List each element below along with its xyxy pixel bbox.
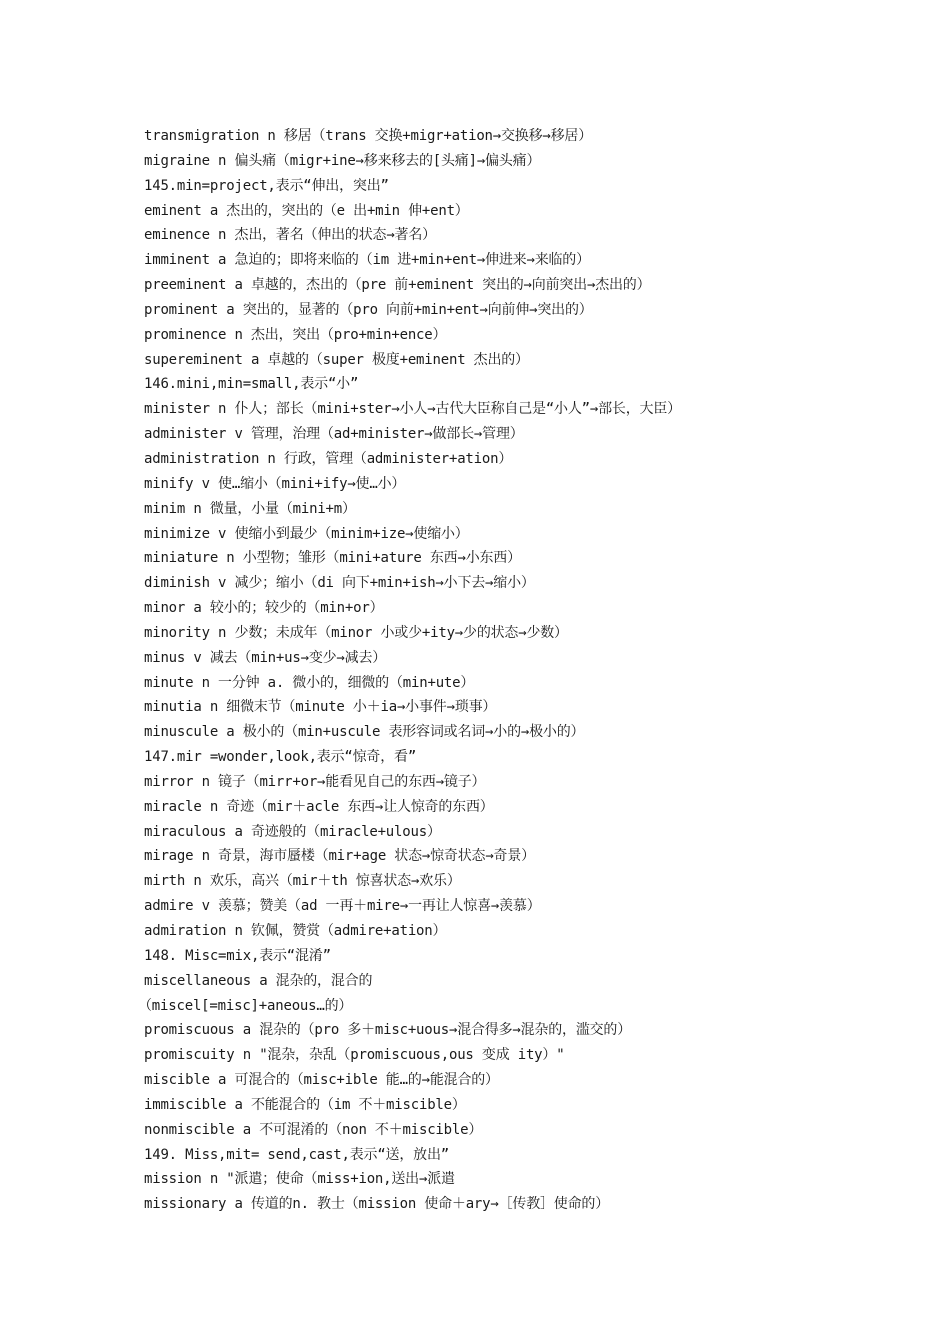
entry-miracle: miracle n 奇迹（mir＋acle 东西→让人惊奇的东西）	[144, 798, 494, 815]
entry-admire: admire v 羡慕；赞美（ad 一再＋mire→一再让人惊喜→羡慕）	[144, 898, 541, 915]
entry-imminent: imminent a 急迫的；即将来临的（im 进+min+ent→伸进来→来临的）	[144, 252, 590, 269]
entry-miraculous: miraculous a 奇迹般的（miracle+ulous）	[144, 823, 441, 840]
entry-minor: minor a 较小的；较少的（min+or）	[144, 600, 384, 617]
entry-eminent: eminent a 杰出的，突出的（e 出+min 伸+ent）	[144, 202, 469, 219]
entry-minute: minute n 一分钟 a. 微小的，细微的（min+ute）	[144, 674, 475, 691]
vocabulary-list	[138, 124, 904, 1217]
entry-minim: minim n 微量，小量（mini+m）	[144, 500, 356, 517]
entry-immiscible: immiscible a 不能混合的（im 不＋miscible）	[144, 1096, 466, 1113]
entry-minister: minister n 仆人；部长（mini+ster→小人→古代大臣称自己是“小人”→部长，大臣）	[144, 401, 681, 418]
entry-mirage: mirage n 奇景，海市蜃楼（mir+age 状态→惊奇状态→奇景）	[144, 848, 535, 865]
entry-supereminent: supereminent a 卓越的（super 极度+eminent 杰出的）	[144, 351, 529, 368]
entry-diminish: diminish v 减少；缩小（di 向下+min+ish→小下去→缩小）	[144, 575, 535, 592]
entry-mirror: mirror n 镜子（mirr+or→能看见自己的东西→镜子）	[144, 773, 486, 790]
entry-miscellaneous-etymology: （miscel[=misc]+aneous…的）	[138, 997, 353, 1014]
entry-admiration: admiration n 钦佩，赞赏（admire+ation）	[144, 923, 447, 939]
entry-miscellaneous: miscellaneous a 混杂的，混合的	[144, 972, 373, 989]
section-heading-146: 146.mini,min=small,表示“小”	[144, 376, 359, 393]
entry-minus: minus v 减去（min+us→变少→减去）	[144, 649, 387, 666]
entry-eminence: eminence n 杰出，著名（伸出的状态→著名）	[144, 227, 436, 244]
entry-prominent: prominent a 突出的，显著的（pro 向前+min+ent→向前伸→突出的）	[144, 301, 593, 318]
entry-preeminent: preeminent a 卓越的，杰出的（pre 前+eminent 突出的→向前突出→杰出的）	[144, 277, 651, 294]
entry-minority: minority n 少数；未成年（minor 小或少+ity→少的状态→少数）	[144, 624, 568, 641]
section-heading-147: 147.mir =wonder,look,表示“惊奇，看”	[144, 749, 417, 766]
entry-promiscuity: promiscuity n "混杂，杂乱（promiscuous,ous 变成 ity）"	[144, 1047, 565, 1064]
entry-miniature: miniature n 小型物；雏形（mini+ature 东西→小东西）	[144, 550, 521, 567]
entry-missionary: missionary a 传道的n. 教士（mission 使命＋ary→［传教］使命的）	[144, 1196, 610, 1213]
entry-mission: mission n "派遣；使命（miss+ion,送出→派遣	[144, 1171, 455, 1188]
entry-migraine: migraine n 偏头痛（migr+ine→移来移去的[头痛]→偏头痛）	[144, 152, 541, 169]
entry-promiscuous: promiscuous a 混杂的（pro 多＋misc+uous→混合得多→混杂的，滥交的）	[144, 1022, 632, 1039]
entry-mirth: mirth n 欢乐，高兴（mir＋th 惊喜状态→欢乐）	[144, 873, 461, 890]
entry-minuscule: minuscule a 极小的（min+uscule 表形容词或名词→小的→极小的）	[144, 724, 585, 741]
section-heading-145: 145.min=project,表示“伸出，突出”	[144, 177, 389, 194]
entry-prominence: prominence n 杰出，突出（pro+min+ence）	[144, 326, 447, 343]
entry-minimize: minimize v 使缩小到最少（minim+ize→使缩小）	[144, 525, 469, 542]
section-heading-148: 148. Misc=mix,表示“混淆”	[144, 947, 331, 964]
entry-minutia: minutia n 细微末节（minute 小＋ia→小事件→琐事）	[144, 699, 497, 716]
entry-minify: minify v 使…缩小（mini+ify→使…小）	[144, 475, 406, 492]
entry-miscible: miscible a 可混合的（misc+ible 能…的→能混合的）	[144, 1072, 499, 1089]
entry-transmigration: transmigration n 移居（trans 交换+migr+ation→交换移→移居）	[144, 128, 593, 144]
section-heading-149: 149. Miss,mit= send,cast,表示“送，放出”	[144, 1146, 449, 1163]
entry-administration: administration n 行政，管理（administer+ation）	[144, 450, 513, 467]
entry-nonmiscible: nonmiscible a 不可混淆的（non 不＋miscible）	[144, 1121, 483, 1138]
entry-administer: administer v 管理，治理（ad+minister→做部长→管理）	[144, 426, 524, 443]
